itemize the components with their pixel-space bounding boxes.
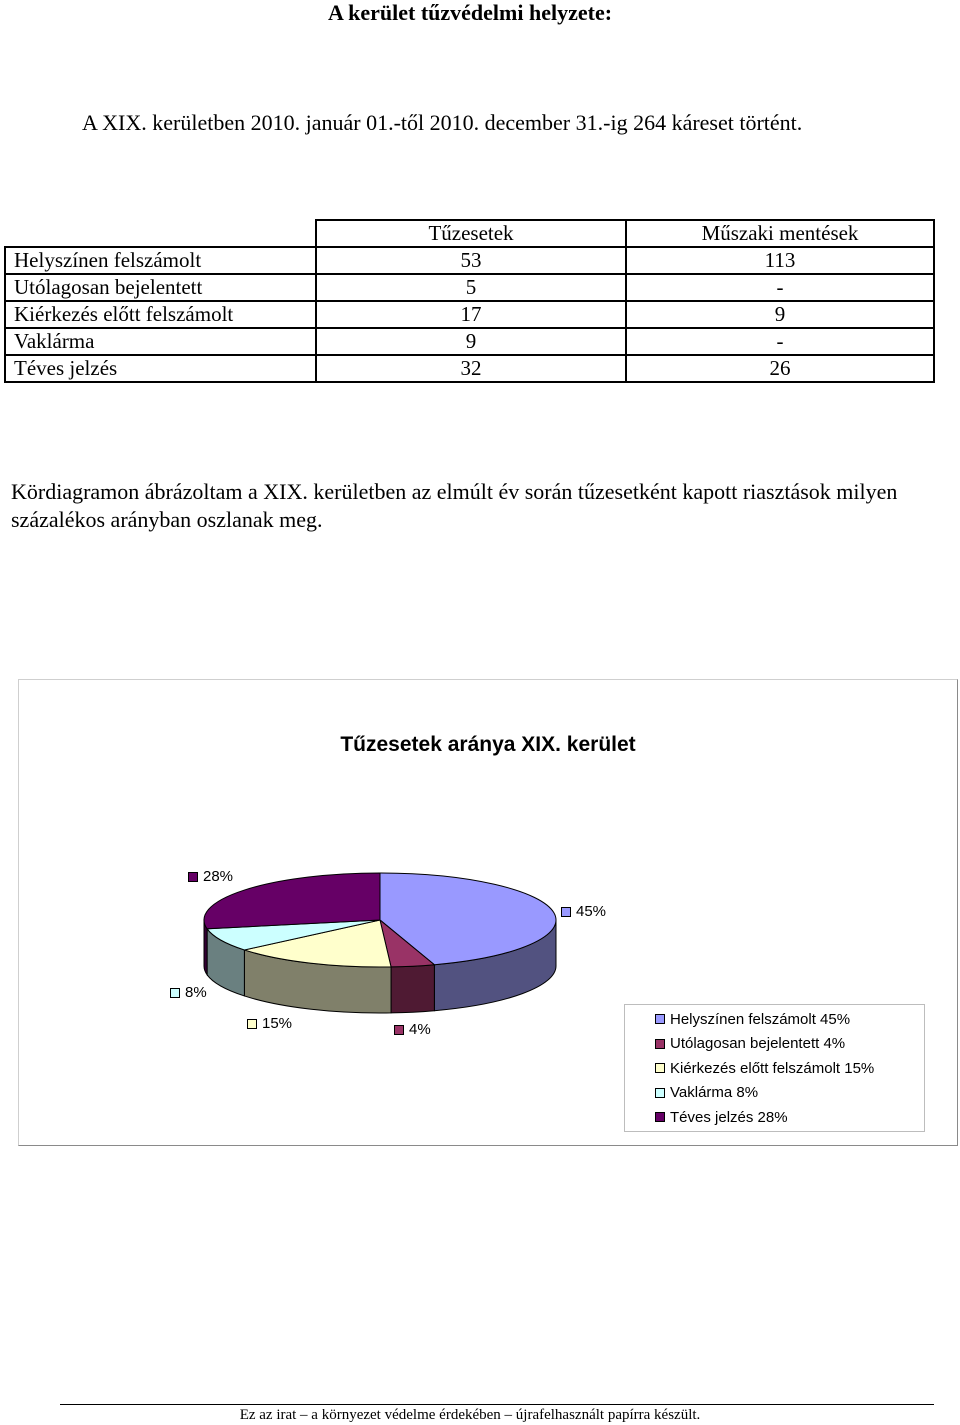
data-label-kierkezes bbox=[247, 1015, 292, 1032]
row-fires: 5 bbox=[316, 274, 626, 301]
data-label-swatch bbox=[247, 1019, 257, 1029]
row-fires: 17 bbox=[316, 301, 626, 328]
footer-divider bbox=[60, 1404, 934, 1405]
chart-title: Tűzesetek aránya XIX. kerület bbox=[340, 733, 636, 756]
data-label-teves bbox=[188, 868, 233, 885]
row-fires: 32 bbox=[316, 355, 626, 382]
legend-item bbox=[655, 1081, 924, 1106]
legend-label: Kiérkezés előtt felszámolt 15% bbox=[670, 1059, 875, 1077]
data-label-vaklarma bbox=[170, 984, 207, 1001]
legend-label: Vaklárma 8% bbox=[670, 1084, 759, 1102]
data-label-swatch bbox=[561, 907, 571, 917]
row-technical: 113 bbox=[626, 247, 934, 274]
chart-description: Kördiagramon ábrázoltam a XIX. kerületben az elmúlt év során tűzesetként kapott riasztások milyen százalékos arányban oszlanak meg. bbox=[11, 479, 898, 532]
intro-text: A XIX. kerületben 2010. január 01.-től 2010. december 31.-ig 264 káreset történt. bbox=[82, 110, 803, 135]
legend-label: Utólagosan bejelentett 4% bbox=[670, 1035, 846, 1053]
page-footer: Ez az irat – a környezet védelme érdekében – újrafelhasznált papírra készült. bbox=[239, 1407, 701, 1423]
page-heading: A kerület tűzvédelmi helyzete: bbox=[327, 0, 613, 25]
legend-label: Téves jelzés 28% bbox=[670, 1108, 788, 1126]
row-fires: 53 bbox=[316, 247, 626, 274]
legend-swatch bbox=[655, 1014, 665, 1024]
data-label-helyszinen bbox=[561, 903, 606, 920]
row-technical: 9 bbox=[626, 301, 934, 328]
row-technical: - bbox=[626, 328, 934, 355]
row-label: Vaklárma bbox=[5, 328, 316, 355]
table-header-fires: Tűzesetek bbox=[316, 220, 626, 247]
legend-swatch bbox=[655, 1088, 665, 1098]
data-label-swatch bbox=[170, 988, 180, 998]
row-label: Téves jelzés bbox=[5, 355, 316, 382]
legend-swatch bbox=[655, 1039, 665, 1049]
chart-legend bbox=[624, 1004, 925, 1132]
row-label: Helyszínen felszámolt bbox=[5, 247, 316, 274]
legend-swatch bbox=[655, 1112, 665, 1122]
legend-item bbox=[655, 1105, 924, 1130]
row-label: Kiérkezés előtt felszámolt bbox=[5, 301, 316, 328]
data-label-utolagosan bbox=[394, 1021, 431, 1038]
data-label-text: 45% bbox=[576, 903, 607, 920]
row-technical: - bbox=[626, 274, 934, 301]
legend-item bbox=[655, 1032, 924, 1057]
data-label-text: 4% bbox=[409, 1021, 431, 1038]
row-fires: 9 bbox=[316, 328, 626, 355]
row-technical: 26 bbox=[626, 355, 934, 382]
legend-item bbox=[655, 1056, 924, 1081]
data-label-text: 15% bbox=[262, 1015, 293, 1032]
slice-utolagosan-side bbox=[391, 965, 434, 1013]
data-label-text: 8% bbox=[185, 984, 207, 1001]
table-header-technical: Műszaki mentések bbox=[626, 220, 934, 247]
data-label-text: 28% bbox=[203, 868, 234, 885]
legend-swatch bbox=[655, 1063, 665, 1073]
row-label: Utólagosan bejelentett bbox=[5, 274, 316, 301]
legend-item bbox=[655, 1007, 924, 1032]
data-label-swatch bbox=[188, 872, 198, 882]
legend-label: Helyszínen felszámolt 45% bbox=[670, 1010, 851, 1028]
data-label-swatch bbox=[394, 1025, 404, 1035]
